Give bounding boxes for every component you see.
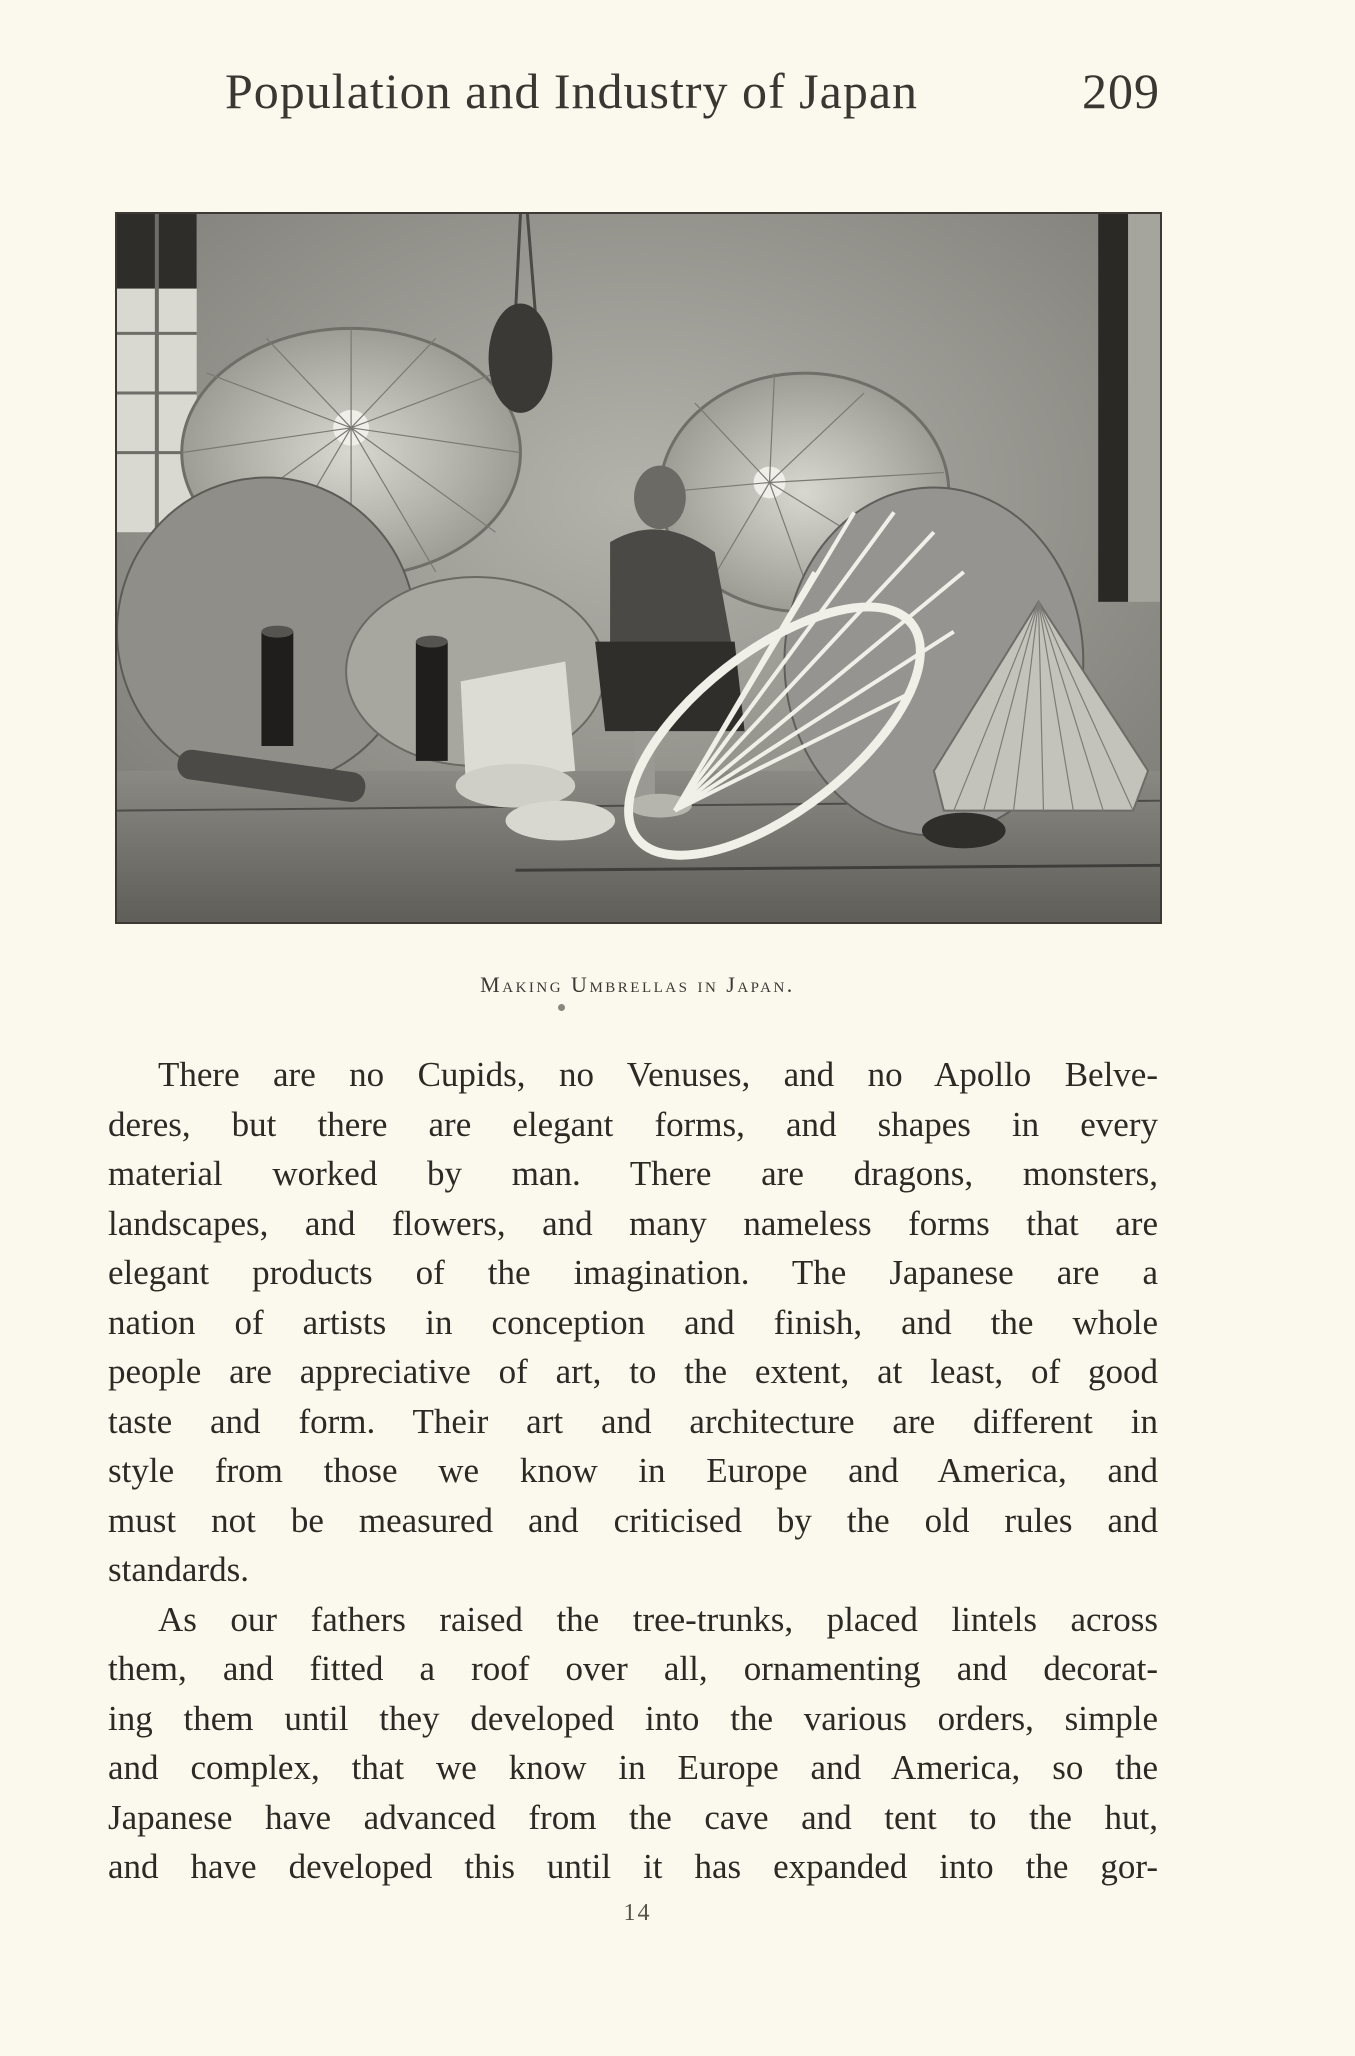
shoji-window	[117, 214, 197, 532]
text-line: ing them until they developed into the various orders, simple	[108, 1698, 1158, 1738]
text-line: them, and fitted a roof over all, ornamenting and decorat-	[108, 1649, 1158, 1688]
running-head-title: Population and Industry of Japan	[225, 63, 919, 119]
text-line: and complex, that we know in Europe and America, so the	[108, 1748, 1158, 1787]
text-line: style from those we know in Europe and America, and	[108, 1451, 1158, 1490]
paragraph-1	[108, 1050, 1158, 1595]
text-line: deres, but there are elegant forms, and shapes in every	[108, 1104, 1158, 1144]
figure-caption	[0, 972, 1275, 998]
body-text	[108, 1050, 1158, 1892]
photograph-illustration	[117, 214, 1160, 922]
text-line: As our fathers raised the tree-trunks, placed lintels across	[158, 1599, 1158, 1639]
signature-mark: 14	[623, 1900, 652, 1926]
text-line: landscapes, and flowers, and many nameless forms that are	[108, 1203, 1158, 1243]
text-line: must not be measured and criticised by the old rules and	[108, 1500, 1158, 1540]
umbrella-maker-photograph	[115, 212, 1162, 924]
text-line: taste and form. Their art and architecture are different in	[108, 1401, 1158, 1441]
text-line: Japanese have advanced from the cave and tent to the hut,	[108, 1797, 1158, 1837]
sandal	[922, 813, 1006, 849]
text-line: people are appreciative of art, to the extent, at least, of good	[108, 1352, 1158, 1391]
text-line: elegant products of the imagination. The Japanese are a	[108, 1253, 1158, 1292]
paper-stack	[461, 661, 576, 780]
print-speck	[558, 1004, 565, 1011]
text-line: material worked by man. There are dragons, monsters,	[108, 1154, 1158, 1193]
page-number: 209	[1082, 63, 1160, 119]
figure-caption-text: Making Umbrellas in Japan.	[480, 972, 795, 997]
paragraph-2	[108, 1595, 1158, 1892]
text-line: nation of artists in conception and finish, and the whole	[108, 1302, 1158, 1342]
text-line: and have developed this until it has expanded into the gor-	[108, 1847, 1158, 1886]
text-line: standards.	[108, 1550, 249, 1589]
text-line: There are no Cupids, no Venuses, and no Apollo Belve-	[158, 1055, 1158, 1094]
